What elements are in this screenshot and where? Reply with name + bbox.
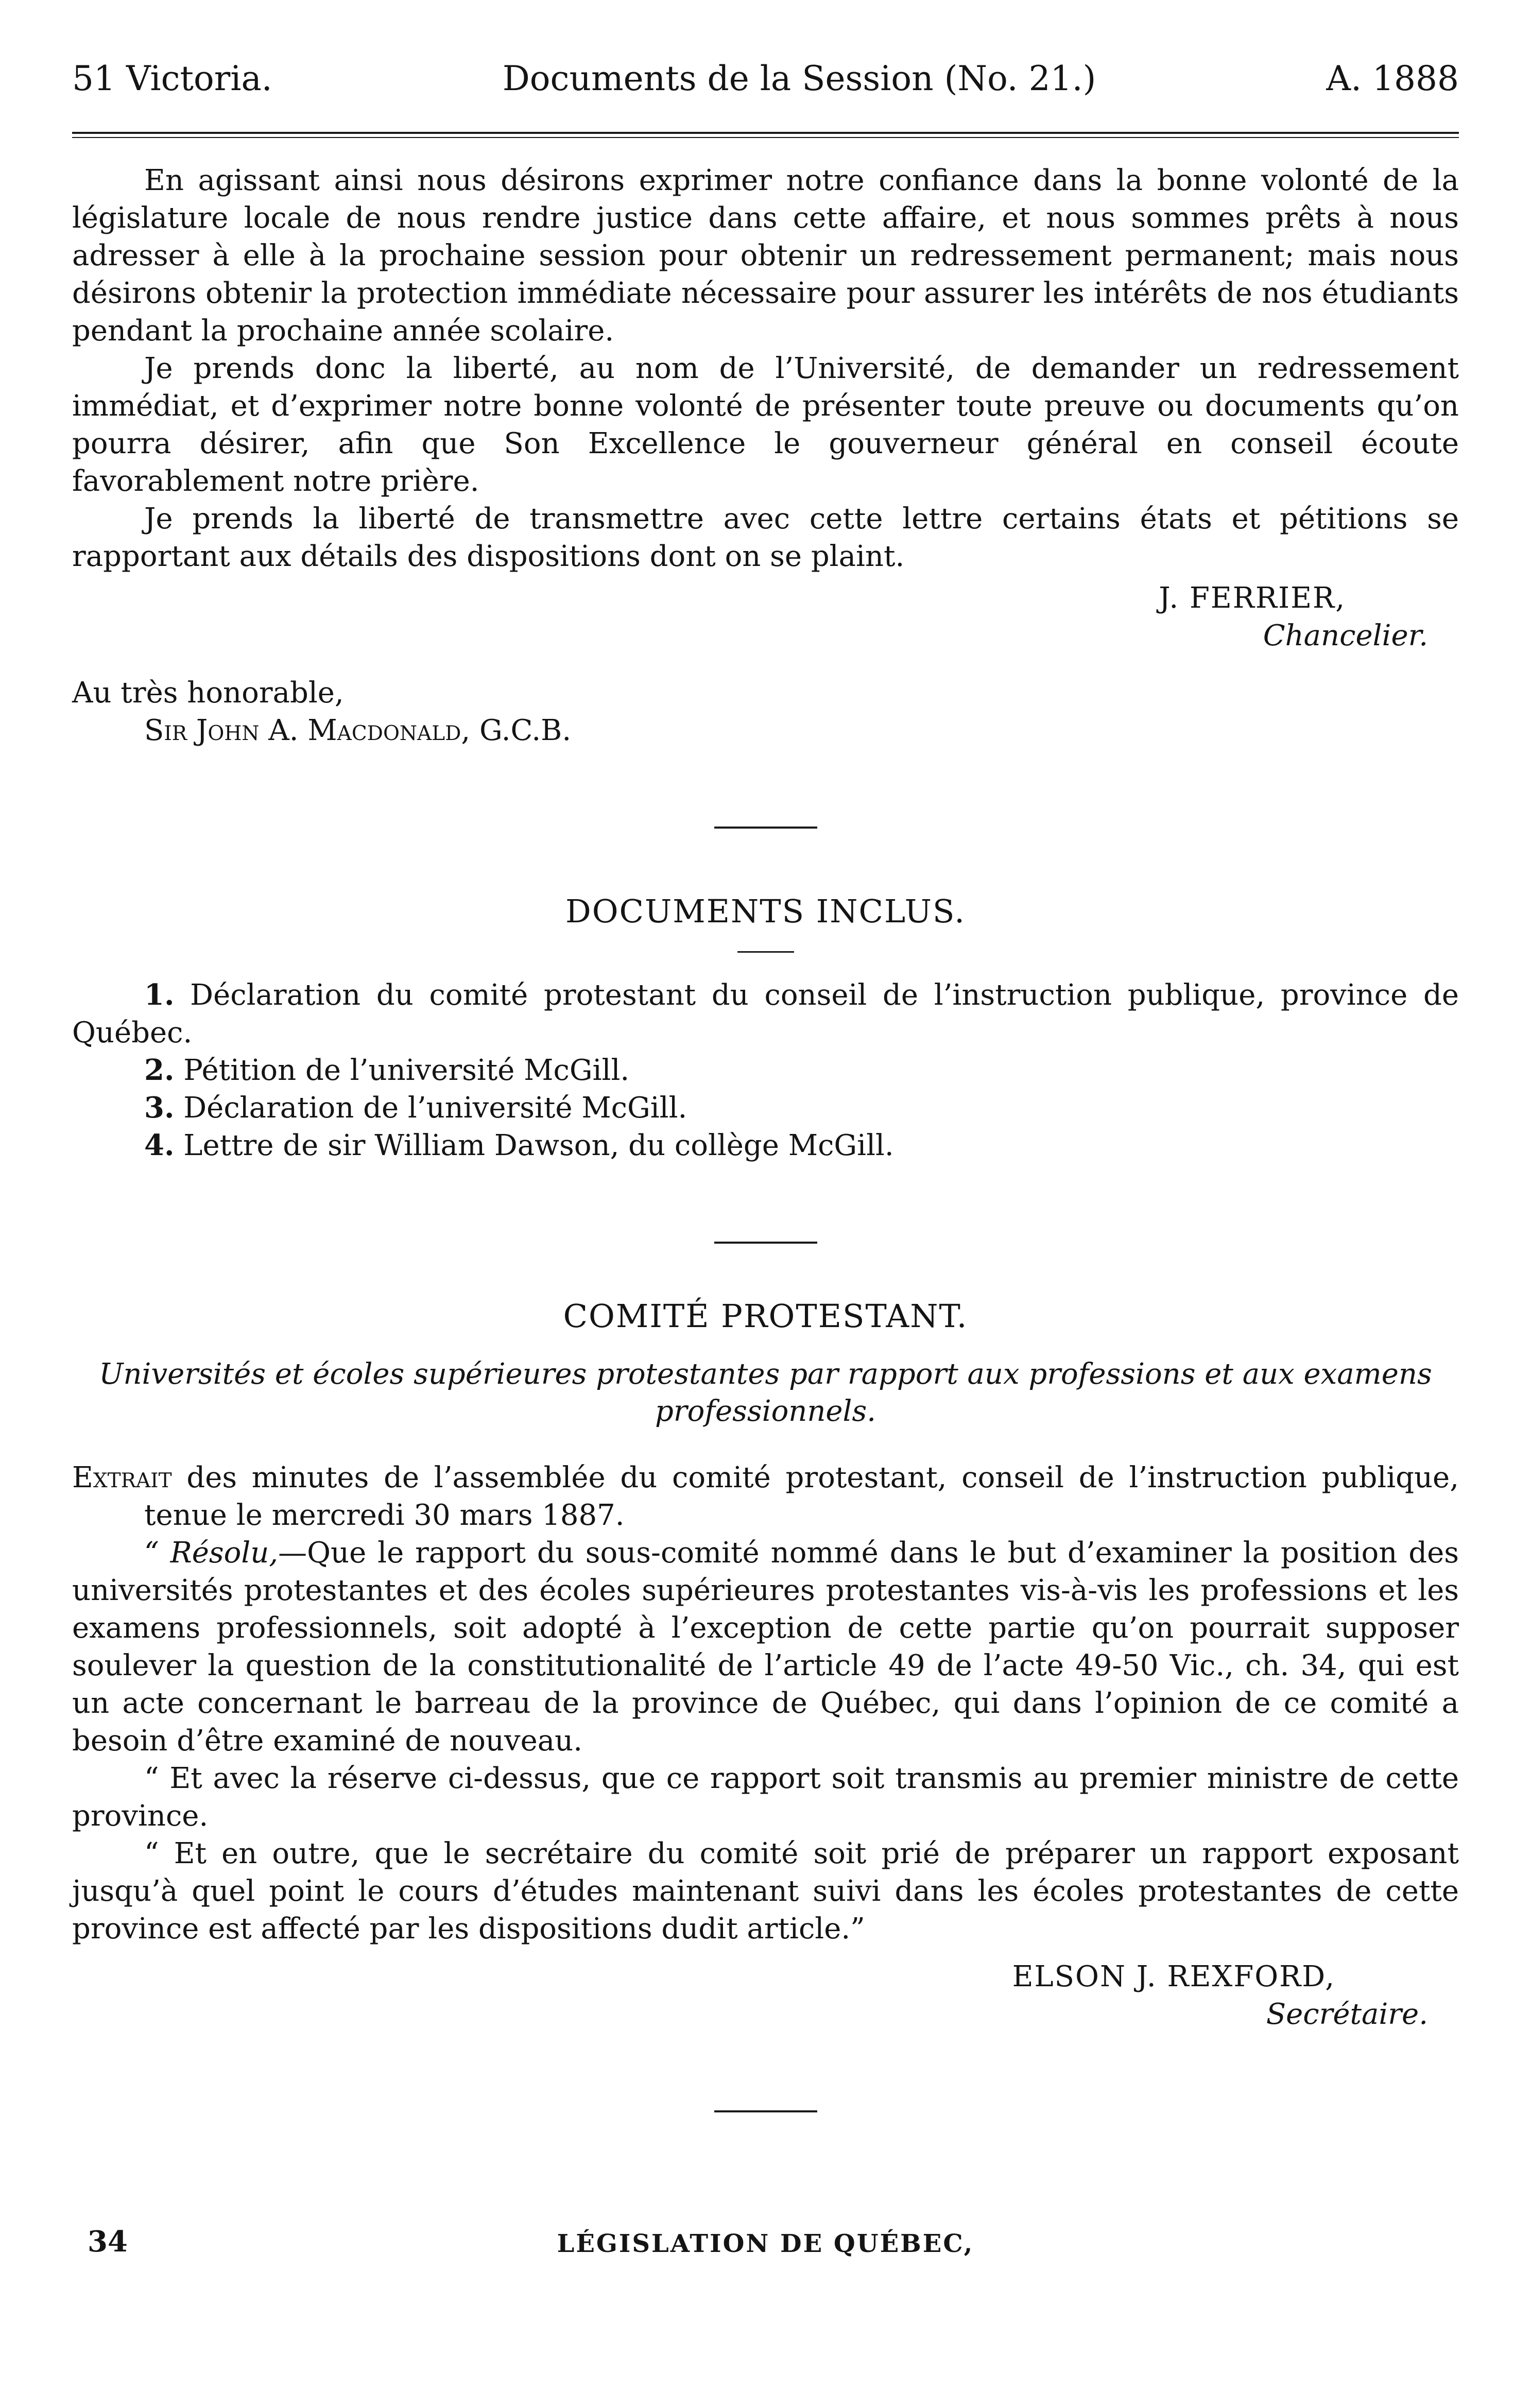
comite-signature <box>72 1958 1459 2033</box>
item-number: 2. <box>144 1053 175 1087</box>
address-salutation: Au très honorable, <box>72 676 344 710</box>
item-number: 1. <box>144 978 175 1012</box>
section-divider <box>714 827 817 829</box>
item-text: Déclaration du comité protestant du conseil de l’instruction publique, province de Québec. <box>72 978 1459 1050</box>
resolution-paragraph <box>72 1534 1459 1760</box>
letter-paragraph: Je prends la liberté de transmettre avec cette lettre certains états et pétitions se rapportant aux détails des dispositions dont on se plaint. <box>72 502 1459 573</box>
resolution-paragraph: “ Et en outre, que le secrétaire du comité soit prié de préparer un rapport exposant jusqu’à quel point le cours d’études maintenant suivi dans les écoles protestantes de cette province est affecté par les dispositions dudit article.” <box>72 1837 1459 1946</box>
page-number: 34 <box>88 2225 128 2259</box>
page-header <box>72 59 1459 98</box>
letter-signature <box>72 579 1459 655</box>
letter-address <box>72 674 1459 749</box>
list-item <box>72 976 1459 1052</box>
list-item <box>72 1052 1459 1089</box>
resolution-paragraph: “ Et avec la réserve ci-dessus, que ce rapport soit transmis au premier ministre de cette province. <box>72 1762 1459 1833</box>
extrait-lead: Extrait <box>72 1461 172 1494</box>
item-text: Lettre de sir William Dawson, du collège McGill. <box>183 1129 894 1162</box>
documents-inclus-heading: DOCUMENTS INCLUS. <box>565 892 966 930</box>
header-double-rule <box>72 132 1459 138</box>
comite-heading: COMITÉ PROTESTANT. <box>563 1297 968 1335</box>
item-text: Déclaration de l’université McGill. <box>183 1091 687 1125</box>
resolu-text: —Que le rapport du sous-comité nommé dans le but d’examiner la position des universités protestantes et des écoles supérieures protestantes vis-à-vis les professions et les examens professionnels, soit adopté à l’exception de cette partie qu’on pourrait supposer soulever la question de la constitutionalité de l’article 49 de l’acte 49-50 Vic., ch. 34, qui est un acte concernant le barreau de la province de Québec, qui dans l’opinion de ce comité a besoin d’être examiné de nouveau. <box>72 1536 1459 1758</box>
resolu-lead: “ Résolu, <box>144 1536 279 1570</box>
enclosed-documents-list <box>72 976 1459 1164</box>
header-year: A. 1888 <box>1326 59 1459 98</box>
item-text: Pétition de l’université McGill. <box>183 1054 630 1087</box>
item-number: 4. <box>144 1128 175 1162</box>
extrait-text: des minutes de l’assemblée du comité protestant, conseil de l’instruction publique, tenue le mercredi 30 mars 1887. <box>144 1461 1459 1532</box>
comite-subheading: Universités et écoles supérieures protestantes par rapport aux professions et aux examens professionnels. <box>99 1357 1432 1428</box>
signatory-name: ELSON J. REXFORD, <box>1012 1960 1335 1993</box>
extrait-paragraph <box>72 1459 1459 1534</box>
address-recipient: Sir John A. Macdonald, G.C.B. <box>144 714 572 747</box>
list-item <box>72 1089 1459 1127</box>
letter-body <box>72 162 1459 575</box>
comite-body <box>72 1459 1459 1948</box>
header-session-year: 51 Victoria. <box>72 59 272 98</box>
item-number: 3. <box>144 1091 175 1125</box>
heading-underline <box>737 951 794 953</box>
section-divider <box>714 2110 817 2112</box>
letter-paragraph: Je prends donc la liberté, au nom de l’Université, de demander un redressement immédiat, et d’exprimer notre bonne volonté de présenter toute preuve ou documents qu’on pourra désirer, afin que Son Excellence le gouverneur général en conseil écoute favorablement notre prière. <box>72 352 1459 498</box>
signatory-title: Chancelier. <box>1263 619 1428 652</box>
section-divider <box>714 1242 817 1244</box>
list-item <box>72 1127 1459 1164</box>
signatory-name: J. FERRIER, <box>1159 581 1346 615</box>
letter-paragraph: En agissant ainsi nous désirons exprimer notre confiance dans la bonne volonté de la législature locale de nous rendre justice dans cette affaire, et nous sommes prêts à nous adresser à elle à la prochaine session pour obtenir un redressement permanent; mais nous désirons obtenir la protection immédiate nécessaire pour assurer les intérêts de nos étudiants pendant la prochaine année scolaire. <box>72 164 1459 348</box>
header-document-title: Documents de la Session (No. 21.) <box>502 59 1096 98</box>
signatory-title: Secrétaire. <box>1266 1998 1428 2031</box>
running-title: LÉGISLATION DE QUÉBEC, <box>557 2229 974 2258</box>
